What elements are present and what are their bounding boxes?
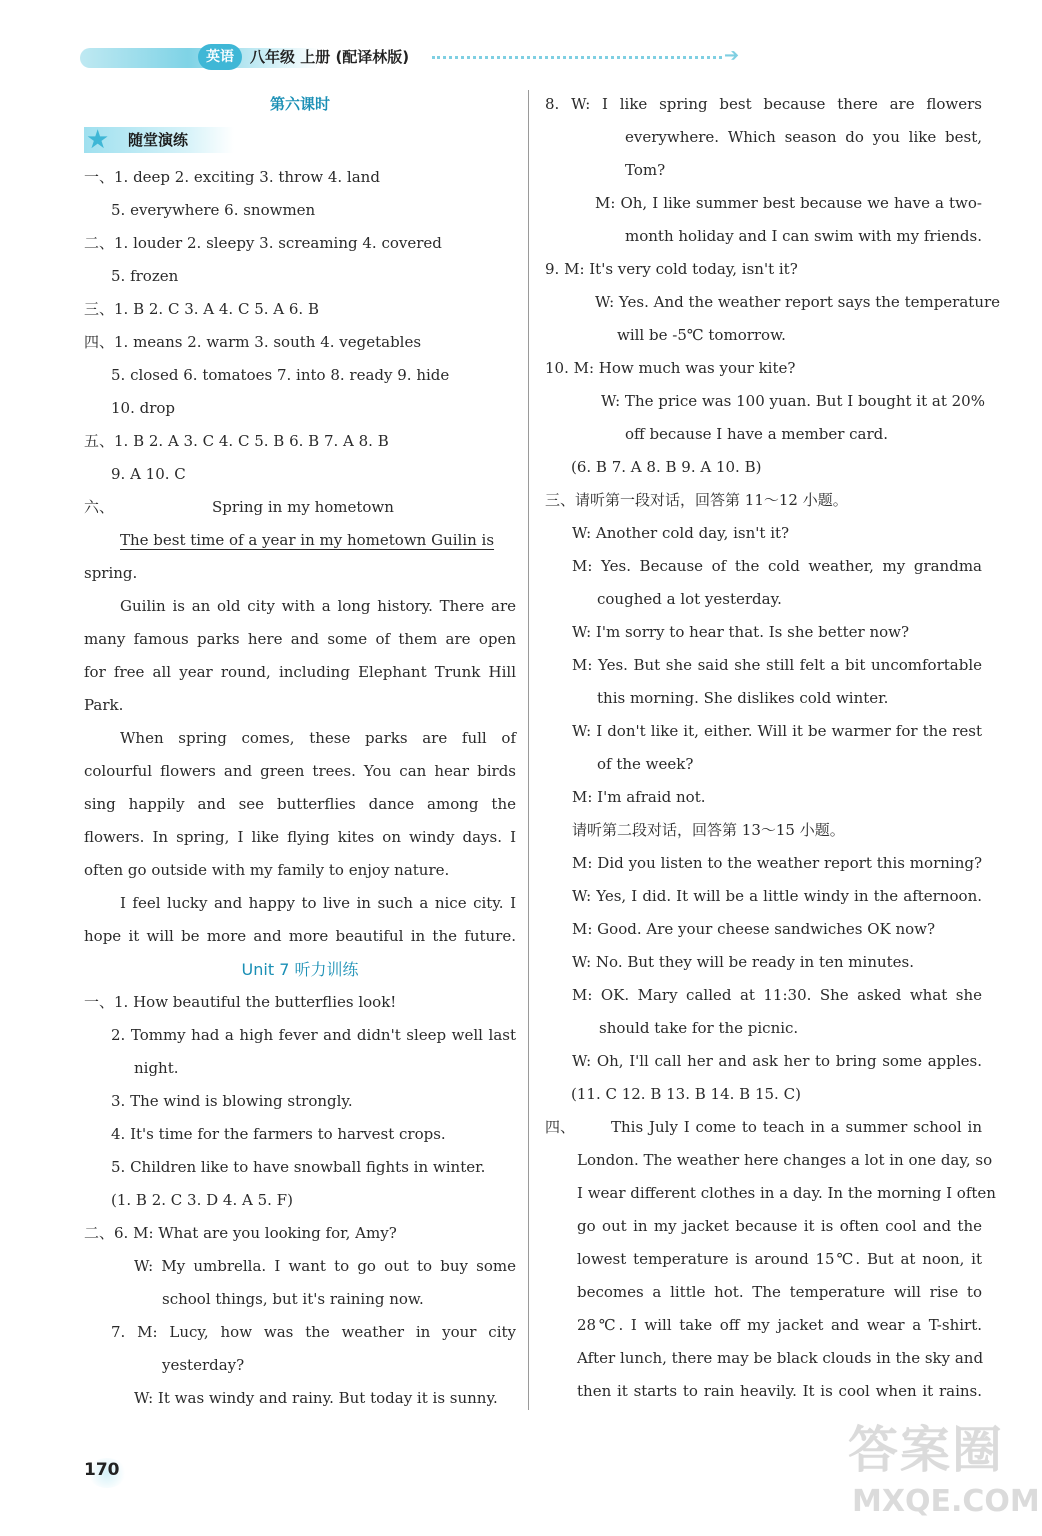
lesson-title: 第六课时 — [269, 95, 330, 113]
dialogue-line: M: Good. Are your cheese sandwiches OK now? — [572, 920, 936, 938]
passage-line: becomes a little hot. The temperature will rise to — [577, 1283, 982, 1301]
star-icon: ★ — [86, 125, 110, 155]
dialogue-line: W: Yes. And the weather report says the temperature — [595, 293, 1001, 311]
right-column — [545, 88, 1001, 1408]
passage-line: London. The weather here changes a lot in one day, so — [577, 1151, 993, 1169]
listening-line: (1. B 2. C 3. D 4. A 5. F) — [111, 1191, 293, 1209]
passage-line: then it starts to rain heavily. It is cool when it rains. — [577, 1382, 982, 1400]
dialogue-line: M: I'm afraid not. — [572, 788, 706, 806]
essay-line: Guilin is an old city with a long history. There are — [120, 597, 516, 615]
dialogue-line: W: Yes, I did. It will be a little windy in the afternoon. — [572, 887, 982, 905]
listening-line: 7. M: Lucy, how was the weather in your city — [111, 1323, 516, 1341]
essay-number: 六、 — [84, 498, 115, 516]
dialogue-line: everywhere. Which season do you like best, — [625, 128, 982, 146]
dialogue-line: month holiday and I can swim with my friends. — [625, 227, 982, 245]
answer-line: (6. B 7. A 8. B 9. A 10. B) — [571, 458, 762, 476]
listening-line: W: It was windy and rainy. But today it is sunny. — [134, 1389, 498, 1407]
dialogue-line: M: Did you listen to the weather report this morning? — [572, 854, 982, 872]
listening-line: school things, but it's raining now. — [162, 1290, 424, 1308]
passage-first-line — [545, 1111, 982, 1144]
listening-line: W: My umbrella. I want to go out to buy some — [134, 1257, 516, 1275]
listening-line: 2. Tommy had a high fever and didn't sleep well last — [111, 1026, 516, 1044]
essay-title: Spring in my hometown — [212, 498, 394, 516]
essay-line: spring. — [84, 564, 138, 582]
essay-line: sing happily and see butterflies dance among the — [84, 795, 516, 813]
practice-label: 随堂演练 — [128, 131, 189, 149]
listening-line: 二、6. M: What are you looking for, Amy? — [84, 1224, 397, 1242]
answer-line: 四、1. means 2. warm 3. south 4. vegetables — [84, 333, 422, 351]
answer-line: 一、1. deep 2. exciting 3. throw 4. land — [84, 168, 380, 186]
listening-line: yesterday? — [162, 1356, 245, 1374]
essay-line: The best time of a year in my hometown Guilin is — [120, 531, 495, 549]
dialogue-line: M: Yes. Because of the cold weather, my grandma — [572, 557, 982, 575]
listening-line: 一、1. How beautiful the butterflies look! — [84, 993, 397, 1011]
dialogue-line: will be -5℃ tomorrow. — [617, 326, 786, 344]
answer-line: 5. frozen — [111, 267, 179, 285]
watermark-logo: 答案圈 — [848, 1421, 1004, 1479]
essay-line: I feel lucky and happy to live in such a nice city. I — [120, 894, 516, 912]
listening-line: 3. The wind is blowing strongly. — [111, 1092, 353, 1110]
answer-line: 5. closed 6. tomatoes 7. into 8. ready 9. hide — [111, 366, 450, 384]
essay-line: for free all year round, including Elephant Trunk Hill — [84, 663, 516, 681]
dialogue-line: of the week? — [597, 755, 694, 773]
arrow-right-icon: ➔ — [724, 45, 740, 66]
essay-line: hope it will be more and more beautiful in the future. — [84, 927, 516, 945]
dialogue-line: should take for the picnic. — [599, 1019, 799, 1037]
subject-badge: 英语 — [198, 44, 242, 70]
answer-line: 五、1. B 2. A 3. C 4. C 5. B 6. B 7. A 8. B — [84, 432, 389, 450]
answer-line: 5. everywhere 6. snowmen — [111, 201, 316, 219]
essay-line: many famous parks here and some of them are open — [84, 630, 516, 648]
dialogue-line: M: OK. Mary called at 11:30. She asked what she — [572, 986, 982, 1004]
section-heading: 请听第二段对话，回答第 13～15 小题。 — [572, 821, 845, 839]
answer-line: 三、1. B 2. C 3. A 4. C 5. A 6. B — [84, 300, 319, 318]
dialogue-line: M: Yes. But she said she still felt a bit uncomfortable — [572, 656, 982, 674]
listening-line: night. — [134, 1059, 179, 1077]
passage-line: After lunch, there may be black clouds in the sky and — [577, 1349, 984, 1367]
page-number: 170 — [84, 1460, 120, 1480]
watermark-url: MXQE.COM — [852, 1484, 1040, 1519]
answer-line: 9. A 10. C — [111, 465, 186, 483]
dialogue-line: W: No. But they will be ready in ten minutes. — [572, 953, 915, 971]
dialogue-line: W: Oh, I'll call her and ask her to bring some apples. — [572, 1052, 982, 1070]
dialogue-line: 9. M: It's very cold today, isn't it? — [545, 260, 798, 278]
dialogue-line: coughed a lot yesterday. — [597, 590, 782, 608]
dialogue-line: 10. M: How much was your kite? — [545, 359, 796, 377]
passage-line: I wear different clothes in a day. In the morning I often — [577, 1184, 996, 1202]
listening-line: 5. Children like to have snowball fights in winter. — [111, 1158, 486, 1176]
dialogue-line: W: I don't like it, either. Will it be warmer for the rest — [572, 722, 982, 740]
essay-line: often go outside with my family to enjoy nature. — [84, 861, 450, 879]
header-dotted-line — [432, 56, 722, 59]
watermark — [848, 1410, 1038, 1530]
dialogue-line: M: Oh, I like summer best because we have a two- — [595, 194, 982, 212]
essay-line: Park. — [84, 696, 124, 714]
passage-line: go out in my jacket because it is often cool and the — [577, 1217, 982, 1235]
dialogue-line: W: I'm sorry to hear that. Is she better now? — [572, 623, 910, 641]
essay-heading — [84, 491, 516, 524]
answer-line: 10. drop — [111, 399, 176, 417]
passage-line: lowest temperature is around 15℃. But at noon, it — [577, 1250, 982, 1268]
page-number-area — [84, 1452, 134, 1492]
left-column — [84, 88, 516, 1415]
dialogue-line: 8. W: I like spring best because there are flowers — [545, 95, 982, 113]
section-number: 四、 — [545, 1118, 576, 1136]
dialogue-line: this morning. She dislikes cold winter. — [597, 689, 889, 707]
dialogue-line: W: Another cold day, isn't it? — [572, 524, 790, 542]
essay-line: colourful flowers and green trees. You can hear birds — [84, 762, 516, 780]
section-heading: 三、请听第一段对话，回答第 11～12 小题。 — [545, 491, 848, 509]
practice-section-header — [84, 123, 516, 157]
listening-line: 4. It's time for the farmers to harvest crops. — [111, 1125, 446, 1143]
column-divider — [528, 90, 529, 1410]
page-header — [80, 42, 740, 72]
answer-line: 二、1. louder 2. sleepy 3. screaming 4. covered — [84, 234, 442, 252]
passage-line: 28℃. I will take off my jacket and wear a T-shirt. — [577, 1316, 982, 1334]
unit-title: Unit 7 听力训练 — [241, 960, 359, 979]
passage-text: This July I come to teach in a summer school in — [611, 1118, 982, 1136]
answer-line: (11. C 12. B 13. B 14. B 15. C) — [571, 1085, 801, 1103]
essay-line: flowers. In spring, I like flying kites on windy days. I — [84, 828, 516, 846]
dialogue-line: off because I have a member card. — [625, 425, 889, 443]
header-title: 八年级 上册 (配译林版) — [250, 48, 410, 66]
essay-line: When spring comes, these parks are full of — [120, 729, 516, 747]
dialogue-line: Tom? — [625, 161, 666, 179]
dialogue-line: W: The price was 100 yuan. But I bought it at 20% — [601, 392, 985, 410]
